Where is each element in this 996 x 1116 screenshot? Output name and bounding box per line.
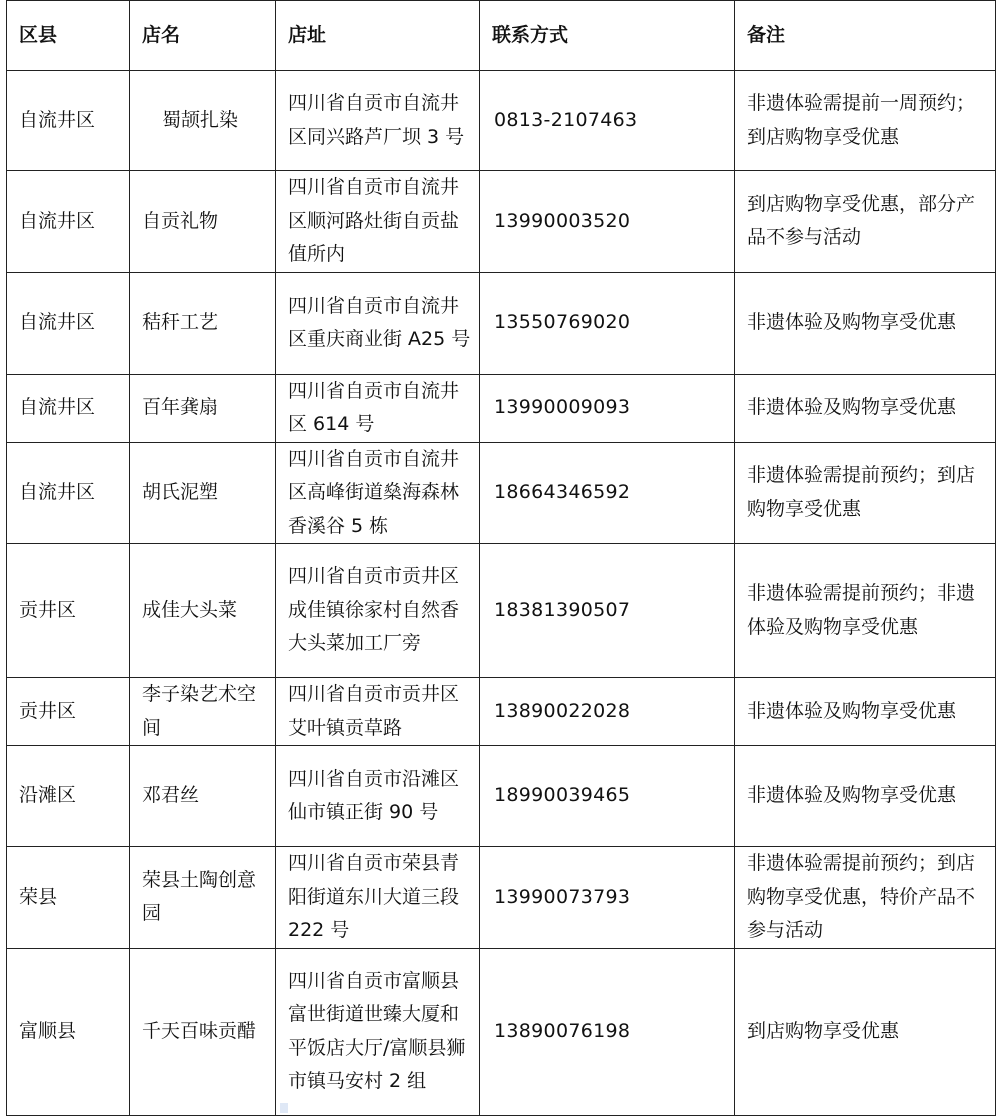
phone-cell: 13990073793	[480, 847, 735, 949]
table-row	[7, 847, 996, 949]
district-cell: 自流井区	[7, 374, 130, 442]
phone-cell: 18381390507	[480, 544, 735, 678]
district-cell: 自流井区	[7, 171, 130, 273]
store-name-cell: 成佳大头菜	[130, 544, 276, 678]
note-cell: 到店购物享受优惠，部分产品不参与活动	[735, 171, 996, 273]
table-row	[7, 171, 996, 273]
phone-cell: 13550769020	[480, 272, 735, 374]
note-cell: 非遗体验及购物享受优惠	[735, 374, 996, 442]
note-cell: 非遗体验及购物享受优惠	[735, 272, 996, 374]
note-cell: 到店购物享受优惠	[735, 948, 996, 1115]
table-row	[7, 544, 996, 678]
district-cell: 富顺县	[7, 948, 130, 1115]
store-name-cell: 李子染艺术空间	[130, 678, 276, 746]
store-name-cell: 千天百味贡醋	[130, 948, 276, 1115]
phone-cell: 18990039465	[480, 746, 735, 847]
table-row	[7, 948, 996, 1115]
district-cell: 自流井区	[7, 272, 130, 374]
address-cell: 四川省自贡市贡井区成佳镇徐家村自然香大头菜加工厂旁	[276, 544, 480, 678]
address-cell: 四川省自贡市自流井区同兴路芦厂坝 3 号	[276, 71, 480, 171]
table-row	[7, 746, 996, 847]
header-note: 备注	[735, 1, 996, 71]
address-cell: 四川省自贡市荣县青阳街道东川大道三段 222 号	[276, 847, 480, 949]
address-cell: 四川省自贡市自流井区高峰街道燊海森林香溪谷 5 栋	[276, 442, 480, 544]
table-row	[7, 442, 996, 544]
store-name-cell: 胡氏泥塑	[130, 442, 276, 544]
district-cell: 沿滩区	[7, 746, 130, 847]
district-cell: 荣县	[7, 847, 130, 949]
district-cell: 自流井区	[7, 442, 130, 544]
note-cell: 非遗体验需提前预约；非遗体验及购物享受优惠	[735, 544, 996, 678]
address-cell: 四川省自贡市自流井区顺河路灶街自贡盐值所内	[276, 171, 480, 273]
header-row	[7, 1, 996, 71]
address-cell: 四川省自贡市沿滩区仙市镇正街 90 号	[276, 746, 480, 847]
note-cell: 非遗体验需提前预约；到店购物享受优惠	[735, 442, 996, 544]
header-contact: 联系方式	[480, 1, 735, 71]
store-name-cell: 蜀颉扎染	[130, 71, 276, 171]
address-cell: 四川省自贡市自流井区重庆商业街 A25 号	[276, 272, 480, 374]
store-name-cell: 自贡礼物	[130, 171, 276, 273]
address-cell: 四川省自贡市贡井区艾叶镇贡草路	[276, 678, 480, 746]
header-store-name: 店名	[130, 1, 276, 71]
store-name-cell: 百年龚扇	[130, 374, 276, 442]
note-cell: 非遗体验及购物享受优惠	[735, 746, 996, 847]
district-cell: 自流井区	[7, 71, 130, 171]
watermark-fragment	[280, 1103, 288, 1113]
address-cell: 四川省自贡市富顺县富世街道世臻大厦和平饭店大厅/富顺县狮市镇马安村 2 组	[276, 948, 480, 1115]
note-cell: 非遗体验需提前一周预约；到店购物享受优惠	[735, 71, 996, 171]
note-cell: 非遗体验需提前预约；到店购物享受优惠，特价产品不参与活动	[735, 847, 996, 949]
address-cell: 四川省自贡市自流井区 614 号	[276, 374, 480, 442]
header-district: 区县	[7, 1, 130, 71]
store-table	[6, 0, 996, 1116]
phone-cell: 13990009093	[480, 374, 735, 442]
store-name-cell: 荣县土陶创意园	[130, 847, 276, 949]
phone-cell: 0813-2107463	[480, 71, 735, 171]
district-cell: 贡井区	[7, 544, 130, 678]
phone-cell: 18664346592	[480, 442, 735, 544]
phone-cell: 13890076198	[480, 948, 735, 1115]
district-cell: 贡井区	[7, 678, 130, 746]
table-row	[7, 678, 996, 746]
table-row	[7, 71, 996, 171]
header-address: 店址	[276, 1, 480, 71]
table-row	[7, 374, 996, 442]
note-cell: 非遗体验及购物享受优惠	[735, 678, 996, 746]
phone-cell: 13890022028	[480, 678, 735, 746]
table-row	[7, 272, 996, 374]
store-name-cell: 邓君丝	[130, 746, 276, 847]
store-name-cell: 秸秆工艺	[130, 272, 276, 374]
phone-cell: 13990003520	[480, 171, 735, 273]
